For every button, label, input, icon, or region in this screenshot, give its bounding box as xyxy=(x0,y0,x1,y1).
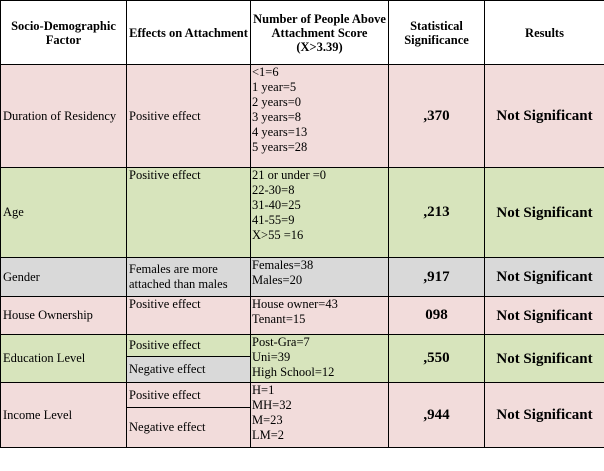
effect-cell-negative: Negative effect xyxy=(127,408,251,448)
table-row-age xyxy=(1,168,604,258)
count-line: X>55 =16 xyxy=(252,228,304,242)
count-line: Tenant=15 xyxy=(252,312,306,326)
count-line: House owner=43 xyxy=(252,297,338,311)
header-significance: Statistical Significance xyxy=(389,1,485,65)
significance-cell: ,917 xyxy=(389,258,485,297)
factor-cell: House Ownership xyxy=(1,297,127,335)
effect-cell-positive: Positive effect xyxy=(127,335,251,357)
effect-cell: Positive effect xyxy=(127,168,251,258)
table-row-residency xyxy=(1,65,604,168)
count-line: 2 years=0 xyxy=(252,95,302,109)
header-factor: Socio-Demographic Factor xyxy=(1,1,127,65)
count-cell xyxy=(251,383,389,448)
header-results: Results xyxy=(485,1,604,65)
header-row xyxy=(1,1,604,65)
result-cell: Not Significant xyxy=(485,65,604,168)
significance-cell: 098 xyxy=(389,297,485,335)
count-line: <1=6 xyxy=(252,65,279,79)
count-cell xyxy=(251,335,389,383)
effect-cell: Positive effect xyxy=(127,297,251,335)
factor-cell: Income Level xyxy=(1,383,127,448)
result-cell: Not Significant xyxy=(485,258,604,297)
count-line: M=23 xyxy=(252,413,283,427)
count-line: 3 years=8 xyxy=(252,110,302,124)
significance-cell: ,944 xyxy=(389,383,485,448)
count-line: H=1 xyxy=(252,383,275,397)
factor-cell: Duration of Residency xyxy=(1,65,127,168)
count-cell xyxy=(251,258,389,297)
significance-cell: ,213 xyxy=(389,168,485,258)
count-line: 21 or under =0 xyxy=(252,168,327,182)
count-line: LM=2 xyxy=(252,428,285,442)
count-line: Post-Gra=7 xyxy=(252,335,310,349)
factor-cell: Age xyxy=(1,168,127,258)
count-line: 41-55=9 xyxy=(252,213,295,227)
significance-cell: ,370 xyxy=(389,65,485,168)
count-cell xyxy=(251,168,389,258)
effect-cell-positive: Positive effect xyxy=(127,383,251,408)
effect-cell-negative: Negative effect xyxy=(127,357,251,383)
result-cell: Not Significant xyxy=(485,383,604,448)
count-line: 5 years=28 xyxy=(252,140,308,154)
effect-cell: Positive effect xyxy=(127,65,251,168)
result-cell: Not Significant xyxy=(485,297,604,335)
table-row-gender xyxy=(1,258,604,297)
header-effects: Effects on Attachment xyxy=(127,1,251,65)
count-cell xyxy=(251,65,389,168)
count-line: 1 year=5 xyxy=(252,80,297,94)
factor-cell: Gender xyxy=(1,258,127,297)
count-cell xyxy=(251,297,389,335)
count-line: 4 years=13 xyxy=(252,125,308,139)
result-cell: Not Significant xyxy=(485,168,604,258)
count-line: Females=38 xyxy=(252,258,314,272)
count-line: Uni=39 xyxy=(252,350,291,364)
count-line: High School=12 xyxy=(252,365,335,379)
count-line: MH=32 xyxy=(252,398,292,412)
count-line: Males=20 xyxy=(252,273,303,287)
factor-cell: Education Level xyxy=(1,335,127,383)
result-cell: Not Significant xyxy=(485,335,604,383)
table-row-education xyxy=(1,335,604,357)
table-row-income xyxy=(1,383,604,408)
count-line: 31-40=25 xyxy=(252,198,301,212)
table-row-house-ownership xyxy=(1,297,604,335)
header-count: Number of People Above Attachment Score (X>3.39) xyxy=(251,1,389,65)
effect-cell: Females are more attached than males xyxy=(127,258,251,297)
significance-cell: ,550 xyxy=(389,335,485,383)
count-line: 22-30=8 xyxy=(252,183,295,197)
